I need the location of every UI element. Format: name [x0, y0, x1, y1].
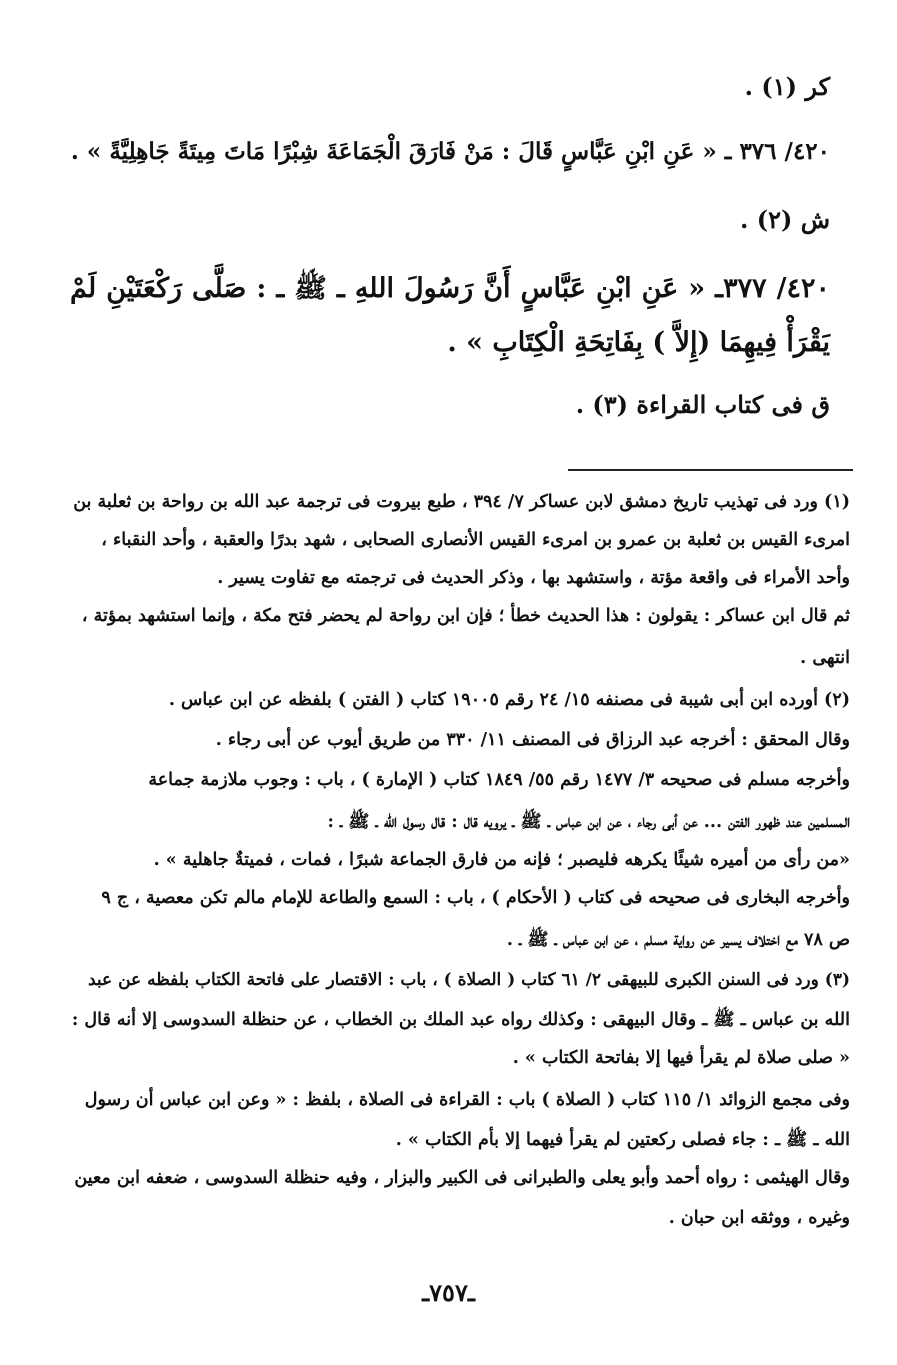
footnote-divider: [568, 469, 853, 471]
footnote-line: الله بن عباس ـ ﷺ ـ وقال البيهقى : وكذلك رواه عبد الملك بن الخطاب ، عن حنظلة السدوسى إلا أنه قال :: [71, 1010, 850, 1030]
footnote-line: وأخرجه البخارى فى صحيحه فى كتاب ( الأحكام ) ، باب : السمع والطاعة للإمام مالم تكن معصية ، ج ٩: [101, 888, 850, 908]
footnote-line: وأحد الأمراء فى واقعة مؤتة ، واستشهد بها ، وذكر الحديث فى ترجمته مع تفاوت يسير .: [217, 568, 850, 588]
footnote-line: « صلى صلاة لم يقرأ فيها إلا بفاتحة الكتاب » .: [512, 1048, 850, 1068]
footnote-line: وأخرجه مسلم فى صحيحه ٣/ ١٤٧٧ رقم ٥٥/ ١٨٤٩ كتاب ( الإمارة ) ، باب : وجوب ملازمة جماعة: [148, 770, 850, 790]
source-line-kr: كر (١) .: [744, 72, 830, 101]
footnote-line: «من رأى من أميره شيئًا يكرهه فليصبر ؛ فإنه من فارق الجماعة شبرًا ، فمات ، فميتةٌ جاهلية » .: [153, 850, 850, 870]
hadith-377: ٤٢٠/ ٣٧٧ـ « عَنِ ابْنِ عَبَّاسٍ أَنَّ رَسُولَ اللهِ ـ ﷺ ـ : صَلَّى رَكْعَتَيْنِ لَمْ يَقْرَأْ فِيهِمَا (إِلاَّ ) بِفَاتِحَةِ الْكِتَابِ » .: [70, 273, 830, 358]
source-line-q: ق فى كتاب القراءة (٣) .: [575, 390, 830, 419]
source-line-sh: ش (٢) .: [740, 205, 830, 234]
footnote-line: ص ٧٨ مع اختلاف يسير عن رواية مسلم ، عن ابن عباس ـ ﷺ ـ .: [506, 930, 850, 950]
footnote-line: وغيره ، ووثقه ابن حبان .: [668, 1208, 850, 1228]
footnote-line: المسلمين عند ظهور الفتن ... عن أبى رجاء ، عن ابن عباس ـ ﷺ ـ يرويه قال : قال رسول الله ـ ﷺ ـ :: [327, 812, 850, 832]
footnote-line: ثم قال ابن عساكر : يقولون : هذا الحديث خطأ ؛ فإن ابن رواحة لم يحضر فتح مكة ، وإنما استشهد بمؤتة ،: [81, 606, 850, 626]
footnote-line: (٢) أورده ابن أبى شيبة فى مصنفه ١٥/ ٢٤ رقم ١٩٠٠٥ كتاب ( الفتن ) بلفظه عن ابن عباس .: [168, 690, 850, 710]
footnote-line: انتهى .: [800, 648, 850, 668]
footnote-line: امرىء القيس بن ثعلبة بن عمرو بن امرىء القيس الأنصارى الصحابى ، شهد بدرًا والعقبة ، وأحد النقباء ،: [101, 530, 850, 550]
footnote-line: وقال الهيثمى : رواه أحمد وأبو يعلى والطبرانى فى الكبير والبزار ، وفيه حنظلة السدوسى ، ضعفه ابن معين: [74, 1168, 850, 1188]
page-number: ـ٧٥٧ـ: [422, 1278, 475, 1307]
footnote-line: وفى مجمع الزوائد ١/ ١١٥ كتاب ( الصلاة ) باب : القراءة فى الصلاة ، بلفظ : « وعن ابن عباس أن رسول: [84, 1090, 850, 1110]
footnote-line: (١) ورد فى تهذيب تاريخ دمشق لابن عساكر ٧/ ٣٩٤ ، طبع بيروت فى ترجمة عبد الله بن رواحة بن ثعلبة بن: [73, 492, 850, 512]
footnote-line: الله ـ ﷺ ـ : جاء فصلى ركعتين لم يقرأ فيهما إلا بأم الكتاب » .: [395, 1130, 850, 1150]
hadith-376: ٤٢٠/ ٣٧٦ ـ « عَنِ ابْنِ عَبَّاسٍ قَالَ : مَنْ فَارَقَ الْجَمَاعَةَ شِبْرًا مَاتَ مِيتَةً جَاهِلِيَّةً » .: [70, 138, 830, 165]
footnote-line: (٣) ورد فى السنن الكبرى للبيهقى ٢/ ٦١ كتاب ( الصلاة ) ، باب : الاقتصار على فاتحة الكتاب بلفظه عن عبد: [87, 970, 850, 990]
footnote-line: وقال المحقق : أخرجه عبد الرزاق فى المصنف ١١/ ٣٣٠ من طريق أيوب عن أبى رجاء .: [215, 730, 850, 750]
